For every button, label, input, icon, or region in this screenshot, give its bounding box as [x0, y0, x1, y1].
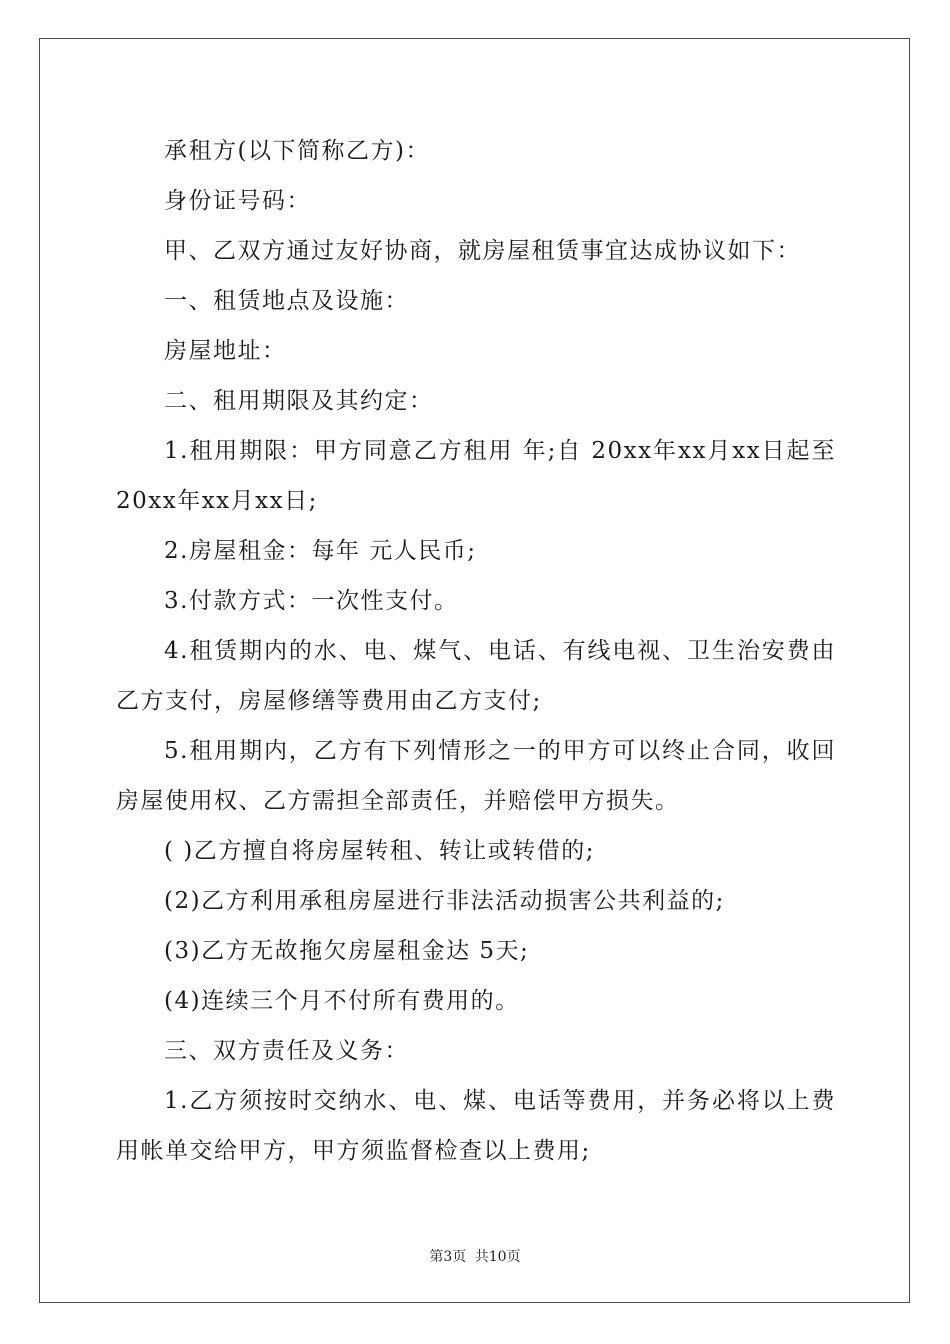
paragraph: (3)乙方无故拖欠房屋租金达 5天;: [164, 938, 530, 964]
page-footer: [0, 1246, 950, 1266]
paragraph: 三、双方责任及义务：: [164, 1038, 409, 1064]
paragraph: 身份证号码：: [164, 188, 311, 214]
paragraph: 2.房屋租金：每年 元人民币;: [164, 538, 477, 564]
total-pages-label: 共10页: [474, 1249, 521, 1265]
current-page-label: 第3页: [429, 1249, 467, 1265]
document-body: [116, 126, 836, 1176]
paragraph: 1.租用期限：甲方同意乙方租用 年;自 20xx年xx月xx日起至 20xx年xx月xx日;: [116, 438, 836, 514]
paragraph: 甲、乙双方通过友好协商，就房屋租赁事宜达成协议如下：: [164, 238, 801, 264]
paragraph: 房屋地址：: [164, 338, 287, 364]
paragraph: 承租方(以下简称乙方)：: [164, 138, 430, 164]
paragraph: 二、租用期限及其约定：: [164, 388, 434, 414]
paragraph: 5.租用期内，乙方有下列情形之一的甲方可以终止合同，收回房屋使用权、乙方需担全部责任，并赔偿甲方损失。: [116, 738, 836, 814]
paragraph: 3.付款方式：一次性支付。: [164, 588, 459, 614]
paragraph: ( )乙方擅自将房屋转租、转让或转借的;: [164, 838, 596, 864]
paragraph: 一、租赁地点及设施：: [164, 288, 409, 314]
paragraph: (4)连续三个月不付所有费用的。: [164, 988, 520, 1014]
paragraph: (2)乙方利用承租房屋进行非法活动损害公共利益的;: [164, 888, 725, 914]
paragraph: 4.租赁期内的水、电、煤气、电话、有线电视、卫生治安费由乙方支付，房屋修缮等费用由乙方支付;: [116, 638, 836, 714]
paragraph: 1.乙方须按时交纳水、电、煤、电话等费用，并务必将以上费用帐单交给甲方，甲方须监督检查以上费用;: [116, 1088, 836, 1164]
